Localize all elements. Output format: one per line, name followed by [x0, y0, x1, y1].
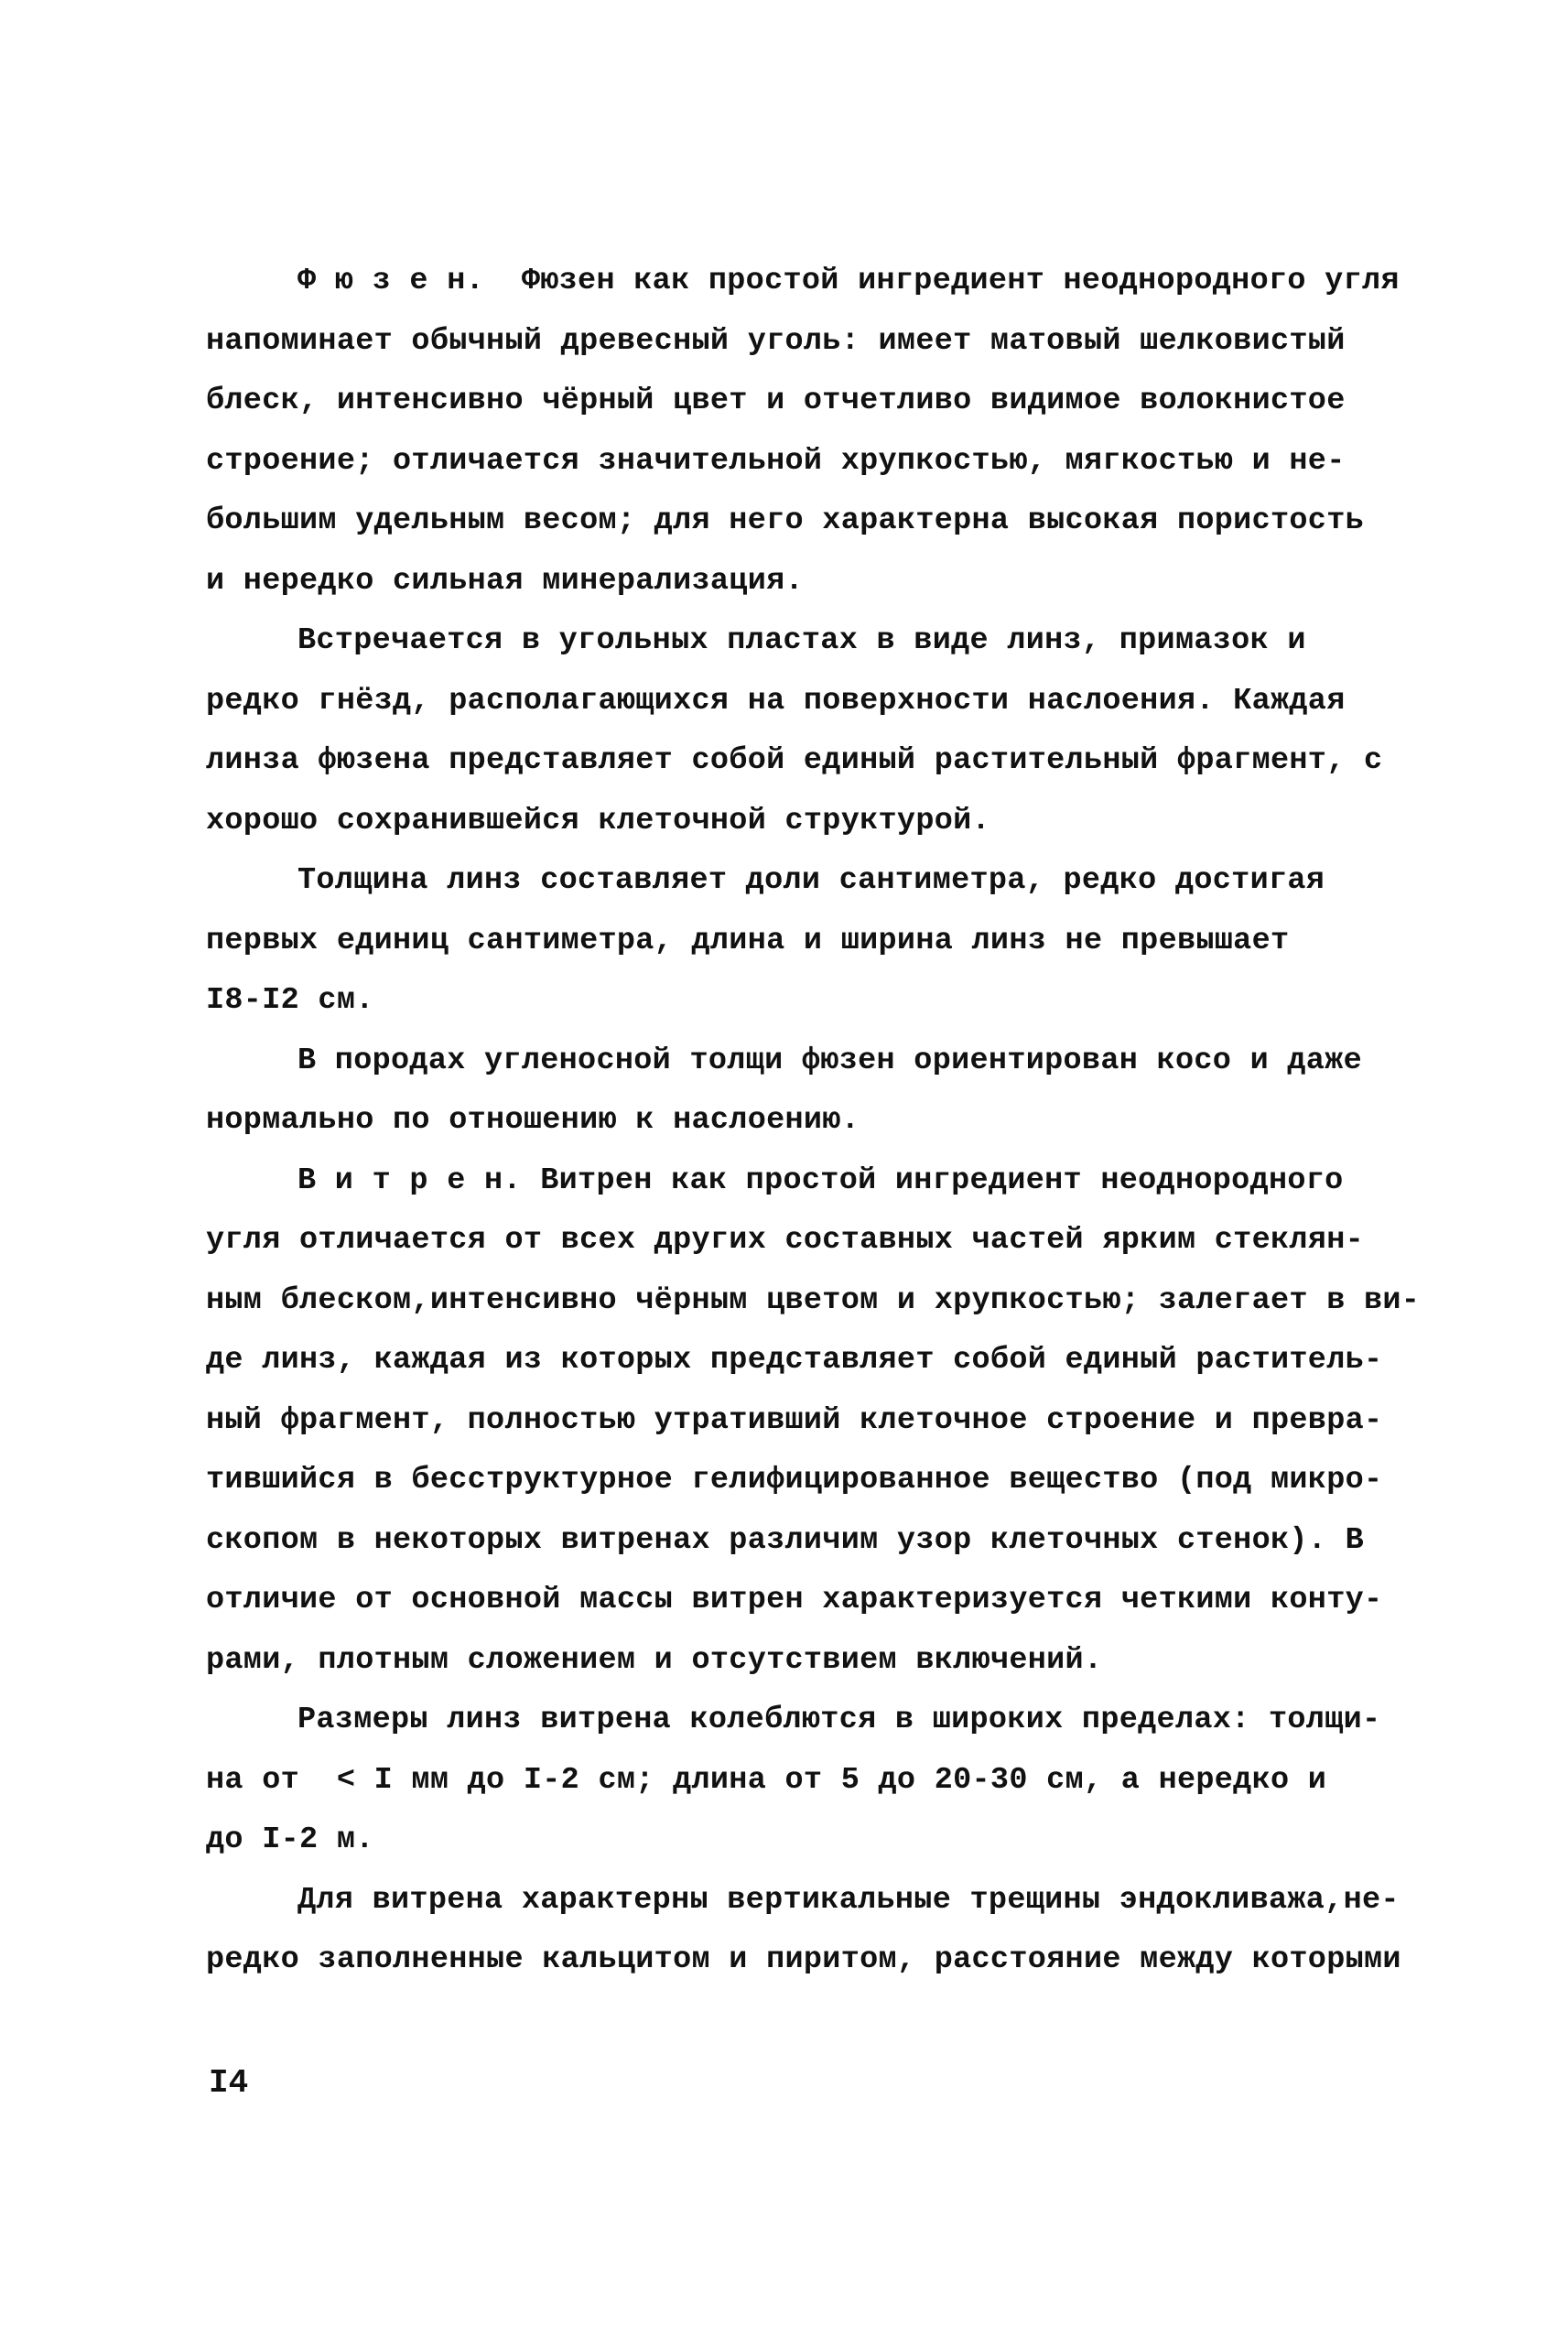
text-line: редко заполненные кальцитом и пиритом, расстояние между которыми — [206, 1942, 1401, 1977]
text-line: тившийся в бесструктурное гелифицированное вещество (под микро- — [206, 1463, 1383, 1498]
page-number: I4 — [209, 2064, 249, 2102]
text-line: до I-2 м. — [206, 1822, 374, 1857]
text-line: напоминает обычный древесный уголь: имеет матовый шелковистый — [206, 323, 1346, 359]
text-line: ный фрагмент, полностью утративший клеточное строение и превра- — [206, 1402, 1383, 1438]
text-line: Встречается в угольных пластах в виде линз, примазок и — [297, 623, 1306, 658]
text-line: Ф ю з е н. Фюзен как простой ингредиент неоднородного угля — [297, 264, 1400, 298]
text-line: и нередко сильная минерализация. — [206, 563, 804, 599]
text-line: большим удельным весом; для него характерна высокая пористость — [206, 503, 1365, 538]
text-line: I8-I2 см. — [206, 983, 374, 1018]
text-line: нормально по отношению к наслоению. — [206, 1103, 860, 1138]
text-line: ным блеском,интенсивно чёрным цветом и хрупкостью; залегает в ви- — [206, 1282, 1421, 1318]
text-line: де линз, каждая из которых представляет собой единый раститель- — [206, 1343, 1383, 1378]
text-line: угля отличается от всех других составных частей ярким стеклян- — [206, 1223, 1365, 1258]
text-line: линза фюзена представляет собой единый растительный фрагмент, с — [206, 743, 1383, 778]
body-text — [206, 252, 1421, 1991]
text-line: скопом в некоторых витренах различим узор клеточных стенок). В — [206, 1522, 1365, 1558]
text-line: первых единиц сантиметра, длина и ширина линз не превышает — [206, 923, 1290, 958]
text-line: Размеры линз витрена колеблются в широких пределах: толщи- — [297, 1703, 1381, 1737]
text-line: на от < I мм до I-2 см; длина от 5 до 20-30 см, а нередко и — [206, 1762, 1327, 1798]
text-line: отличие от основной массы витрен характеризуется четкими конту- — [206, 1583, 1383, 1617]
text-line: В и т р е н. Витрен как простой ингредиент неоднородного — [297, 1162, 1344, 1198]
text-line: строение; отличается значительной хрупкостью, мягкостью и не- — [206, 443, 1346, 479]
text-line: хорошо сохранившейся клеточной структурой. — [206, 803, 990, 838]
text-line: Толщина линз составляет доли сантиметра, редко достигая — [297, 863, 1325, 898]
text-line: блеск, интенсивно чёрный цвет и отчетливо видимое волокнистое — [206, 384, 1346, 418]
text-line: рами, плотным сложением и отсутствием включений. — [206, 1642, 1103, 1678]
text-line: редко гнёзд, располагающихся на поверхности наслоения. Каждая — [206, 683, 1346, 719]
text-line: В породах угленосной толщи фюзен ориентирован косо и даже — [297, 1043, 1362, 1078]
text-line: Для витрена характерны вертикальные трещины эндокливажа,не- — [297, 1882, 1400, 1918]
